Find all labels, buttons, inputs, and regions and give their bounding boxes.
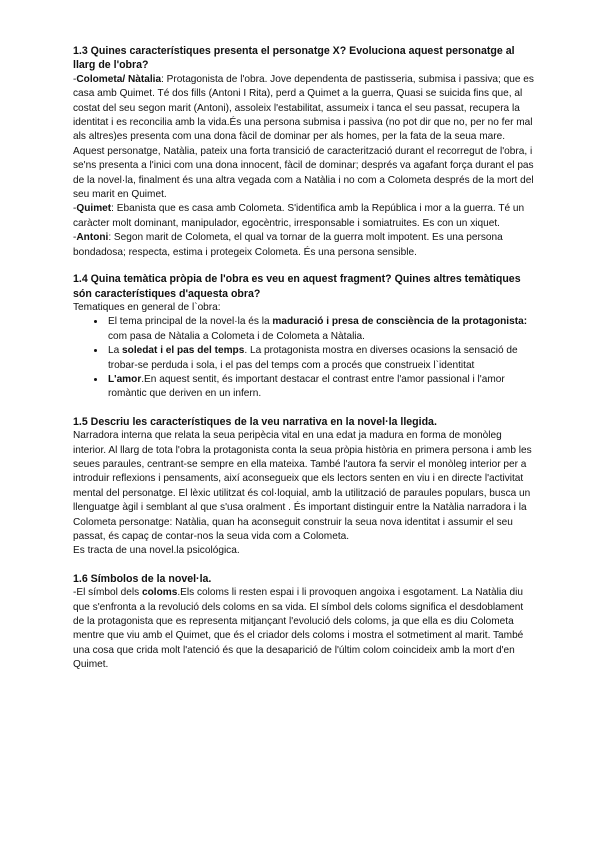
colometa-description: : Protagonista de l'obra. Jove dependenta de pastisseria, submisa i passiva; que es casa amb Quimet. Té dos fills (Antoni I Rita), perd a Quimet a la guerra, Quasi se suicida fins que, al costat del seu segon marit (Antoni), assoleix l'estabilitat, assumeix i tanca el seu passat, recupera la identitat i es reconcilia amb la vida.És una persona submisa i passiva (no pot dir que no, per no fer mal als altres)es presenta com una dona fàcil de dominar per als homes, per la fata de la seua mare. — [73, 73, 534, 143]
list-item: • L'amor.En aquest sentit, és important destacar el contrast entre l'amor passional i l'amor romàntic que deriven en un infern. — [106, 373, 535, 402]
coloms-term: coloms — [142, 587, 178, 599]
question-1-6-heading: 1.6 Símbolos de la novel·la. — [73, 572, 212, 585]
quimet-name: Quimet — [76, 203, 112, 215]
quimet-paragraph: -Quimet: Ebanista que es casa amb Colometa. S'identifica amb la República i mor a la guerra. Té un caràcter molt dominant, manipulador, egocèntric, irresponsable i somiatruites. Es con un xiquet. — [73, 203, 525, 229]
antoni-description: : Segon marit de Colometa, el qual va tornar de la guerra molt impotent. Es una persona bondadosa; respecta, estima i protegeix Colometa. És una persona sensible. — [73, 232, 503, 258]
question-1-5-heading: 1.5 Descriu les característiques de la veu narrativa en la novel·la llegida. — [73, 415, 437, 428]
themes-intro: Tematiques en general de l`obra: — [73, 301, 221, 313]
colometa-name: Colometa/ Nàtalia — [76, 73, 162, 85]
list-item: • El tema principal de la novel·la és la maduració i presa de consciència de la protagonista: com pasa de Nàtalia a Colometa i de Colometa a Nàtalia. — [106, 315, 535, 344]
novel-type-line: Es tracta de una novel.la psicológica. — [73, 545, 240, 557]
colometa-evolution-paragraph: Aquest personatge, Natàlia, pateix una forta transició de caracterització durant el recorregut de l'obra, i se'ns presenta a l'inici com una dona innocent, fàcil de dominar; després va agafant força durant el pas de la novel·la, finalment és una altra vegada com a Natàlia i no com a Colometa després de la mort del seu marit en Quimet. — [73, 145, 534, 201]
quimet-description: : Ebanista que es casa amb Colometa. S'identifica amb la República i mor a la guerra. Té un caràcter molt dominant, manipulador, egocèntric, irresponsable i somiatruites. Es con un xiquet. — [73, 203, 525, 229]
antoni-name: Antoni — [76, 232, 109, 244]
colometa-paragraph: -Colometa/ Nàtalia: Protagonista de l'obra. Jove dependenta de pastisseria, submisa i passiva; que es casa amb Quimet. Té dos fills (Antoni I Rita), perd a Quimet a la guerra, Quasi se suicida fins que, al costat del seu segon marit (Antoni), assoleix l'estabilitat, assumeix i tanca el seu passat, recupera la identitat i es reconcilia amb la vida.És una persona submisa i passiva (no pot dir que no, per no fer mal als altres)es presenta com una dona fàcil de dominar per als homes, per la fata de la seua mare. — [73, 73, 534, 143]
narrative-voice-paragraph: Narradora interna que relata la seua peripècia vital en una edat ja madura en forma de monòleg interior. Al llarg de tota l'obra la protagonista conta la seua pròpia història en primera persona i amb les seues paraules, centrant-se sempre en ella mateixa. També l'autora fa servir el monòleg interior per a introduir reflexions i pensaments, així aconsegueix que els lectors senten en viu i en directe l'activitat mental del personatge. El lèxic utilitzat és col·loquial, amb la utilització de paraules populars, busca un llenguatge àgil i semblant al que s'usa oralment . És important distinguir entre la Natàlia narradora i la Colometa personatge: Natàlia, quan ha aconseguit construir la seua nova identitat i assumir el seu passat, és capaç de contar-nos la seua vida com a Colometa. — [73, 430, 532, 542]
document-page — [73, 44, 535, 673]
question-1-4-heading: 1.4 Quina temàtica pròpia de l'obra es veu en aquest fragment? Quines altres temàtiques són característiques d'aquesta obra? — [73, 273, 521, 300]
antoni-paragraph: -Antoni: Segon marit de Colometa, el qual va tornar de la guerra molt impotent. Es una persona bondadosa; respecta, estima i protegeix Colometa. És una persona sensible. — [73, 232, 503, 258]
themes-list — [73, 315, 535, 401]
symbols-paragraph: -El símbol dels coloms.Els coloms li resten espai i li provoquen angoixa i esgotament. La Natàlia diu que s'enfronta a la revolució dels coloms en sa vida. El símbol dels coloms significa el desdoblament de la protagonista que es representa mitjançant l'evolució dels coloms, ja que ella es diu Colometa mentre que viu amb el Quimet, que és el criador dels coloms i mostra el sotmetiment al marit. També una cosa que crida molt l'atenció és que la desaparició de l'últim colom coincideix amb la mort d'en Quimet. — [73, 587, 524, 671]
question-1-3-heading: 1.3 Quines característiques presenta el personatge X? Evoluciona aquest personatge al llarg de l'obra? — [73, 45, 515, 72]
list-item: • La soledat i el pas del temps. La protagonista mostra en diverses ocasions la sensació de trobar-se perduda i sola, i el pas del temps com a procés que construeix l`identitat — [106, 344, 535, 373]
